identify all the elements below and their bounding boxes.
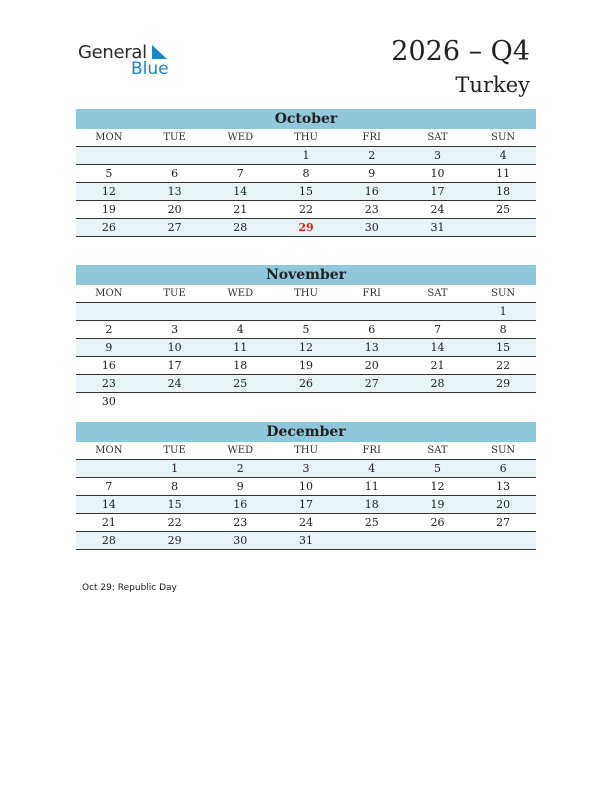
empty-day-cell xyxy=(207,303,273,320)
day-cell: 25 xyxy=(364,516,379,529)
day-cell: 2 xyxy=(236,462,244,475)
empty-day-cell xyxy=(405,303,471,320)
day-cell: 15 xyxy=(299,185,314,198)
day-cell: 28 xyxy=(430,377,445,390)
day-cell: 12 xyxy=(299,341,314,354)
weekday-label: THU xyxy=(294,132,318,143)
week-row xyxy=(76,532,536,550)
day-cell: 7 xyxy=(236,167,244,180)
empty-day-cell xyxy=(339,303,405,320)
weekday-label: FRI xyxy=(362,445,381,456)
day-cell: 15 xyxy=(496,341,511,354)
day-cell: 11 xyxy=(233,341,248,354)
day-cell: 22 xyxy=(167,516,182,529)
day-cell: 8 xyxy=(499,323,507,336)
day-cell: 19 xyxy=(299,359,314,372)
day-cell: 26 xyxy=(430,516,445,529)
day-cell: 27 xyxy=(364,377,379,390)
country-name: Turkey xyxy=(455,73,530,97)
day-cell: 20 xyxy=(496,498,511,511)
day-cell: 16 xyxy=(233,498,248,511)
day-cell: 11 xyxy=(364,480,379,493)
day-cell: 3 xyxy=(433,149,441,162)
weekday-label: THU xyxy=(294,445,318,456)
month-header: October xyxy=(76,109,536,129)
day-cell: 15 xyxy=(167,498,182,511)
weekday-label: WED xyxy=(227,445,254,456)
empty-day-cell xyxy=(207,393,273,410)
day-cell: 31 xyxy=(299,534,314,547)
weekday-label: TUE xyxy=(163,288,186,299)
day-cell: 30 xyxy=(233,534,248,547)
day-cell: 18 xyxy=(233,359,248,372)
weekday-label: FRI xyxy=(362,132,381,143)
day-cell: 6 xyxy=(368,323,376,336)
day-cell: 10 xyxy=(430,167,445,180)
logo-text-general: General xyxy=(78,42,147,63)
week-row xyxy=(76,183,536,201)
day-cell: 30 xyxy=(101,395,116,408)
day-cell: 27 xyxy=(496,516,511,529)
page-title: 2026 – Q4 xyxy=(391,36,530,67)
day-cell: 16 xyxy=(101,359,116,372)
day-cell: 29 xyxy=(167,534,182,547)
week-row xyxy=(76,393,536,410)
day-cell: 14 xyxy=(430,341,445,354)
day-cell: 2 xyxy=(105,323,113,336)
month-calendar-november xyxy=(76,265,536,410)
week-row xyxy=(76,201,536,219)
weekday-label: SAT xyxy=(427,288,448,299)
month-header: December xyxy=(76,422,536,442)
day-cell: 28 xyxy=(233,221,248,234)
day-cell: 2 xyxy=(368,149,376,162)
weekday-label: SAT xyxy=(427,445,448,456)
day-cell: 4 xyxy=(368,462,376,475)
day-cell: 19 xyxy=(430,498,445,511)
day-cell: 6 xyxy=(171,167,179,180)
weekday-label: TUE xyxy=(163,445,186,456)
day-cell: 25 xyxy=(233,377,248,390)
week-row xyxy=(76,165,536,183)
day-cell: 24 xyxy=(299,516,314,529)
day-cell: 10 xyxy=(299,480,314,493)
empty-day-cell xyxy=(470,532,536,549)
month-header: November xyxy=(76,265,536,285)
day-cell: 18 xyxy=(496,185,511,198)
day-cell: 22 xyxy=(496,359,511,372)
day-cell: 16 xyxy=(364,185,379,198)
empty-day-cell xyxy=(273,303,339,320)
logo-text-blue: Blue xyxy=(131,59,169,79)
empty-day-cell xyxy=(142,303,208,320)
empty-day-cell xyxy=(142,393,208,410)
weekday-label: MON xyxy=(95,288,123,299)
empty-day-cell xyxy=(76,147,142,164)
week-row xyxy=(76,514,536,532)
day-cell: 17 xyxy=(299,498,314,511)
weekday-header-row xyxy=(76,129,536,147)
weekday-label: SAT xyxy=(427,132,448,143)
day-cell: 19 xyxy=(101,203,116,216)
weekday-label: TUE xyxy=(163,132,186,143)
day-cell: 23 xyxy=(101,377,116,390)
day-cell: 27 xyxy=(167,221,182,234)
day-cell: 29 xyxy=(298,221,314,234)
week-row xyxy=(76,303,536,321)
day-cell: 24 xyxy=(430,203,445,216)
holiday-note: Oct 29: Republic Day xyxy=(82,583,177,593)
day-cell: 24 xyxy=(167,377,182,390)
day-cell: 30 xyxy=(364,221,379,234)
weekday-label: SUN xyxy=(491,288,516,299)
day-cell: 26 xyxy=(101,221,116,234)
day-cell: 8 xyxy=(171,480,179,493)
empty-day-cell xyxy=(207,147,273,164)
day-cell: 7 xyxy=(433,323,441,336)
day-cell: 5 xyxy=(433,462,441,475)
day-cell: 5 xyxy=(105,167,113,180)
day-cell: 1 xyxy=(302,149,310,162)
weekday-label: WED xyxy=(227,132,254,143)
day-cell: 8 xyxy=(302,167,310,180)
week-row xyxy=(76,357,536,375)
day-cell: 1 xyxy=(171,462,179,475)
week-row xyxy=(76,478,536,496)
day-cell: 20 xyxy=(167,203,182,216)
weekday-label: SUN xyxy=(491,132,516,143)
day-cell: 28 xyxy=(101,534,116,547)
empty-day-cell xyxy=(470,219,536,236)
day-cell: 7 xyxy=(105,480,113,493)
week-row xyxy=(76,321,536,339)
empty-day-cell xyxy=(405,393,471,410)
empty-day-cell xyxy=(76,303,142,320)
day-cell: 17 xyxy=(430,185,445,198)
day-cell: 26 xyxy=(299,377,314,390)
week-row xyxy=(76,219,536,237)
empty-day-cell xyxy=(405,532,471,549)
month-calendar-december xyxy=(76,422,536,550)
day-cell: 13 xyxy=(167,185,182,198)
day-cell: 5 xyxy=(302,323,310,336)
day-cell: 29 xyxy=(496,377,511,390)
generalblue-logo xyxy=(78,40,188,80)
empty-day-cell xyxy=(339,532,405,549)
weekday-header-row xyxy=(76,285,536,303)
day-cell: 14 xyxy=(101,498,116,511)
weekday-label: FRI xyxy=(362,288,381,299)
day-cell: 14 xyxy=(233,185,248,198)
empty-day-cell xyxy=(339,393,405,410)
empty-day-cell xyxy=(142,147,208,164)
day-cell: 3 xyxy=(302,462,310,475)
logo-triangle-icon xyxy=(150,44,168,60)
day-cell: 11 xyxy=(496,167,511,180)
day-cell: 6 xyxy=(499,462,507,475)
day-cell: 21 xyxy=(101,516,116,529)
day-cell: 3 xyxy=(171,323,179,336)
day-cell: 17 xyxy=(167,359,182,372)
week-row xyxy=(76,375,536,393)
week-row xyxy=(76,339,536,357)
empty-day-cell xyxy=(273,393,339,410)
weekday-header-row xyxy=(76,442,536,460)
day-cell: 13 xyxy=(364,341,379,354)
day-cell: 25 xyxy=(496,203,511,216)
week-row xyxy=(76,496,536,514)
empty-day-cell xyxy=(470,393,536,410)
week-row xyxy=(76,460,536,478)
day-cell: 4 xyxy=(236,323,244,336)
day-cell: 21 xyxy=(233,203,248,216)
day-cell: 4 xyxy=(499,149,507,162)
day-cell: 18 xyxy=(364,498,379,511)
day-cell: 13 xyxy=(496,480,511,493)
day-cell: 31 xyxy=(430,221,445,234)
weekday-label: MON xyxy=(95,445,123,456)
day-cell: 21 xyxy=(430,359,445,372)
month-calendar-october xyxy=(76,109,536,237)
day-cell: 9 xyxy=(236,480,244,493)
week-row xyxy=(76,147,536,165)
day-cell: 9 xyxy=(105,341,113,354)
day-cell: 9 xyxy=(368,167,376,180)
day-cell: 12 xyxy=(430,480,445,493)
day-cell: 23 xyxy=(233,516,248,529)
weekday-label: SUN xyxy=(491,445,516,456)
day-cell: 12 xyxy=(101,185,116,198)
weekday-label: MON xyxy=(95,132,123,143)
empty-day-cell xyxy=(76,460,142,477)
day-cell: 10 xyxy=(167,341,182,354)
weekday-label: WED xyxy=(227,288,254,299)
day-cell: 1 xyxy=(499,305,507,318)
day-cell: 20 xyxy=(364,359,379,372)
day-cell: 23 xyxy=(364,203,379,216)
weekday-label: THU xyxy=(294,288,318,299)
day-cell: 22 xyxy=(299,203,314,216)
